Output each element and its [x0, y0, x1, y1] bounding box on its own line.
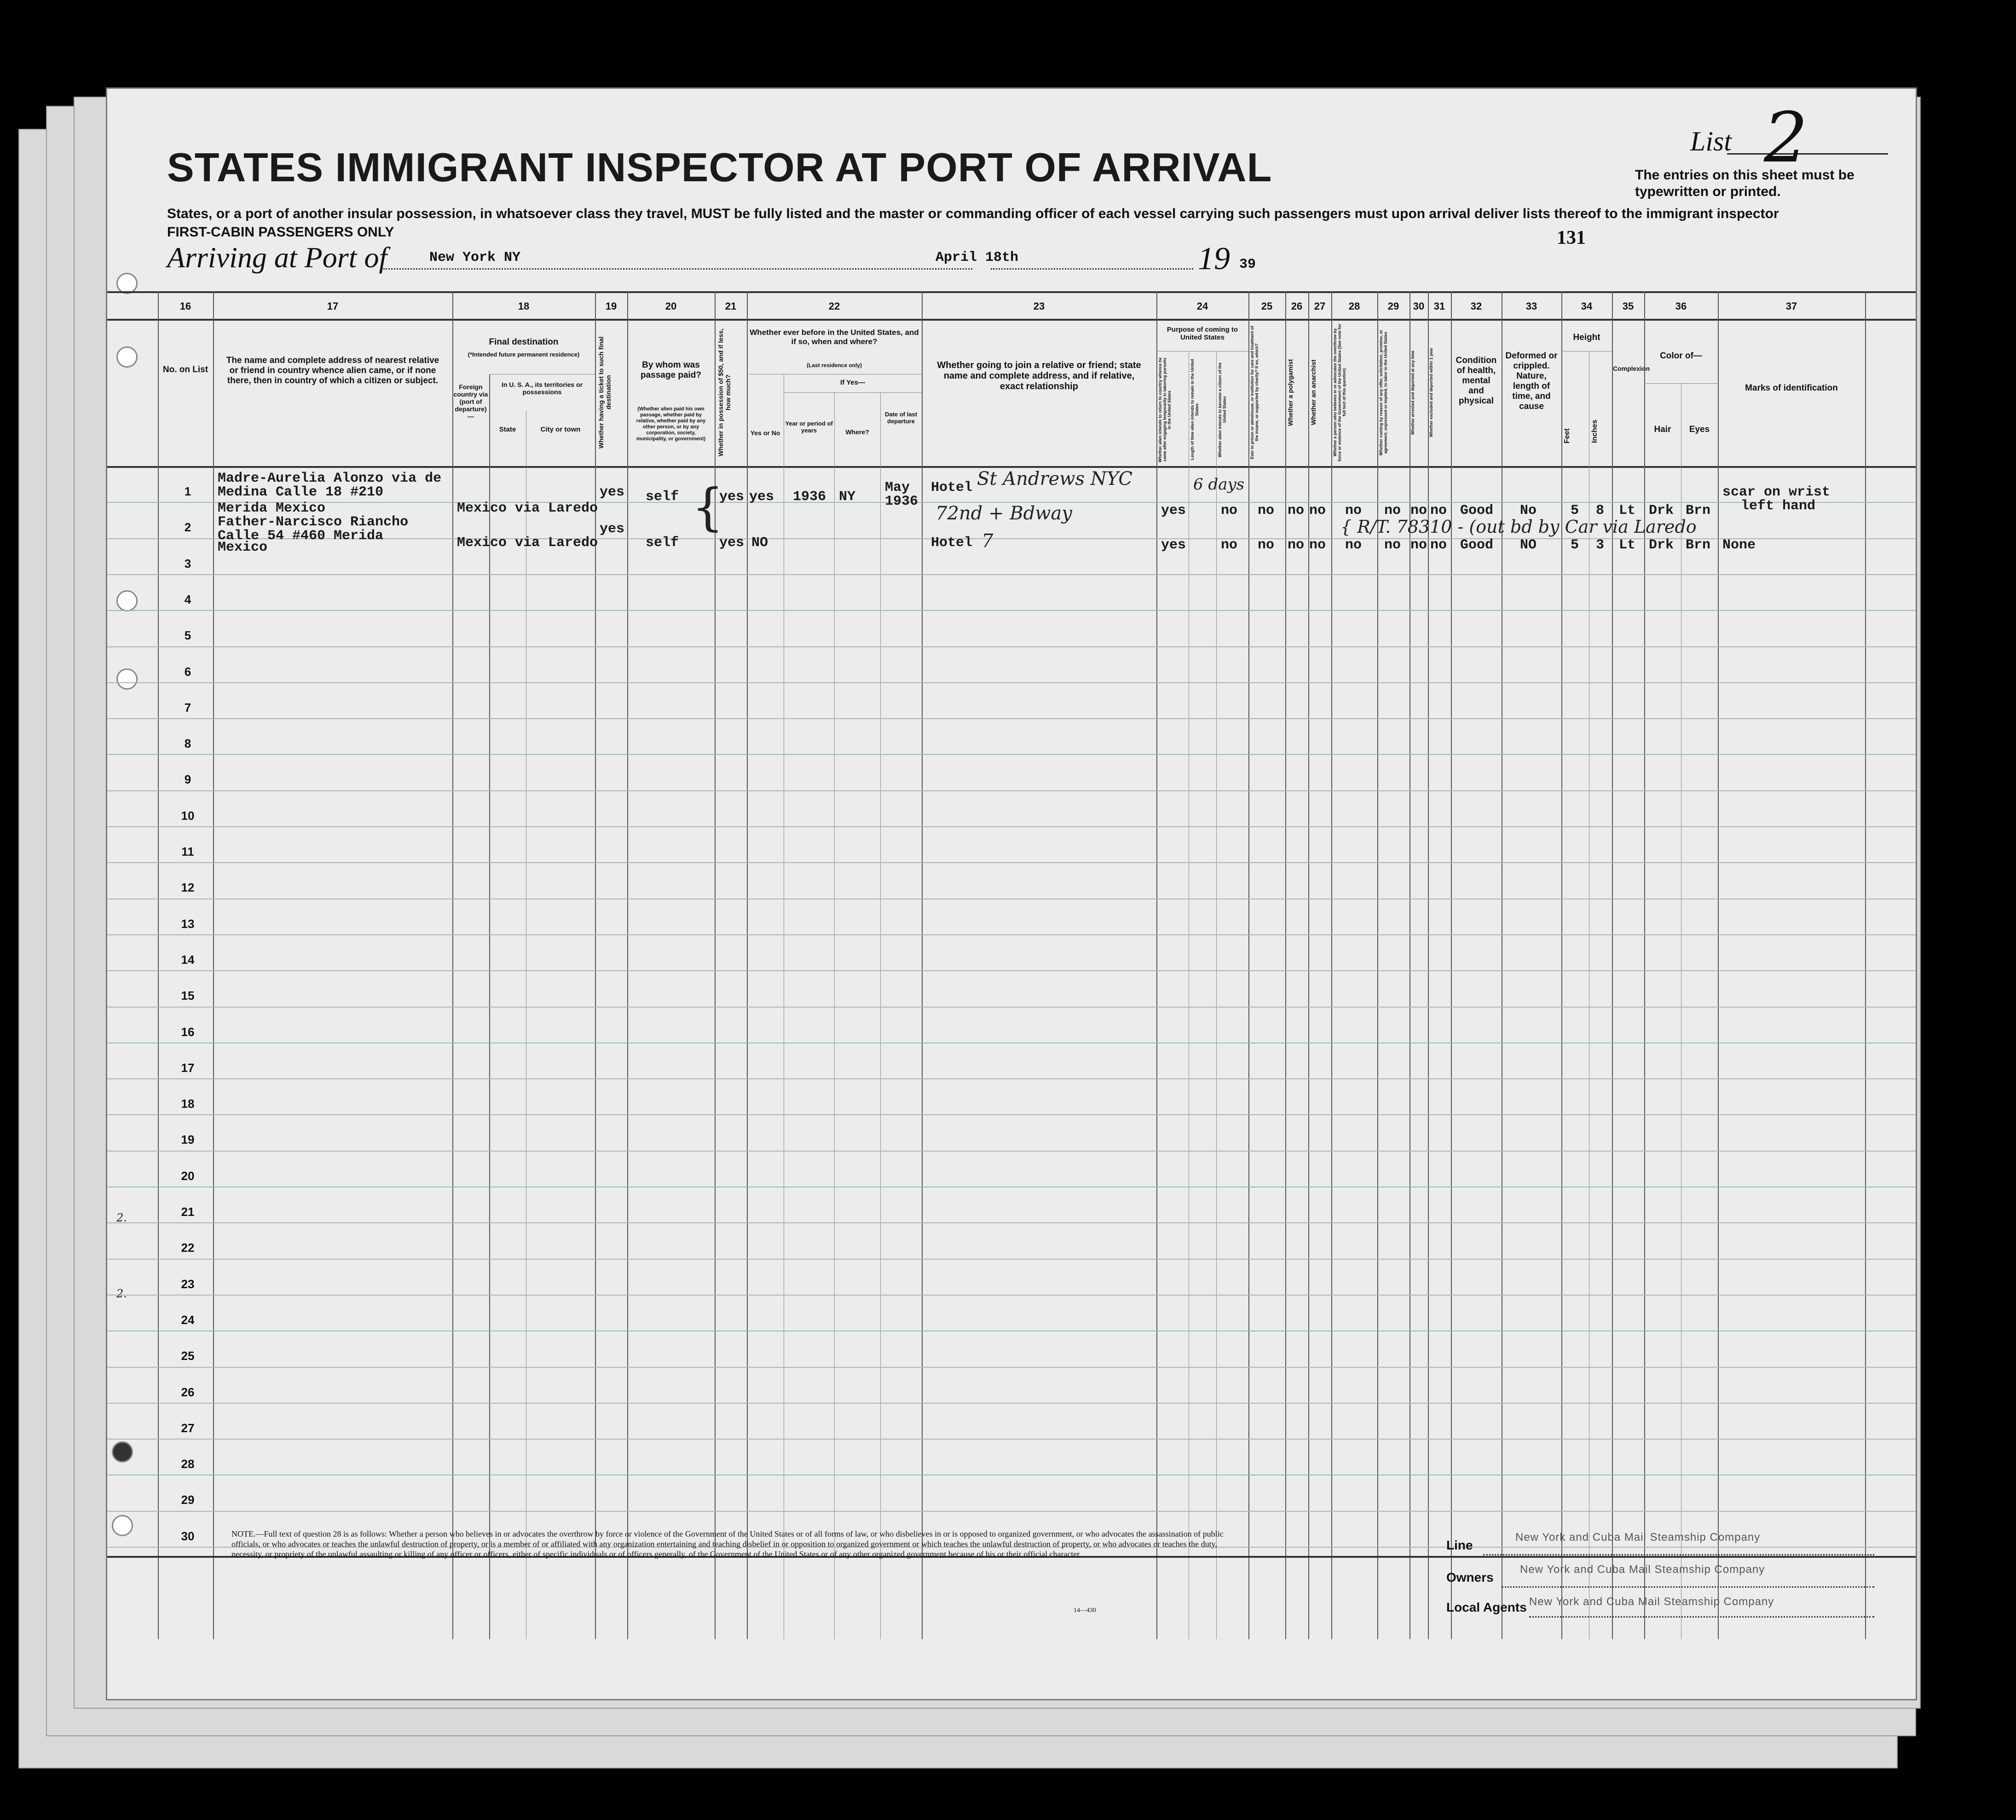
- list-label: List: [1690, 126, 1732, 156]
- row-rule: [107, 1151, 1916, 1152]
- header-color-of: Color of—: [1660, 351, 1702, 361]
- colnum: 36: [1675, 300, 1687, 312]
- row1-health: Good: [1460, 503, 1494, 518]
- row1-marks-1: scar on wrist: [1722, 484, 1831, 500]
- row1-destination: Mexico via Laredo: [457, 501, 598, 516]
- row2-destination: Mexico via Laredo: [457, 535, 598, 551]
- col-rule: [213, 291, 214, 1639]
- colnum: 21: [725, 300, 737, 312]
- row-number: 6: [184, 664, 191, 679]
- colnum: 31: [1433, 300, 1445, 312]
- header-purpose: Purpose of coming to United States: [1167, 326, 1238, 341]
- row2-deformed: NO: [1520, 537, 1537, 553]
- row-number: 21: [181, 1205, 195, 1219]
- date-value: April 18th: [936, 250, 1019, 265]
- header-purpose-c: Whether alien intends to become a citizen of the United States: [1218, 362, 1227, 457]
- header-usa: In U. S. A., its territories or possessions: [501, 381, 583, 396]
- row-rule: [107, 1078, 1916, 1079]
- class-note: FIRST-CABIN PASSENGERS ONLY: [167, 225, 394, 240]
- header-state: State: [499, 426, 516, 433]
- row-rule: [107, 1295, 1916, 1296]
- row2-purpose-a: yes: [1161, 537, 1186, 553]
- entries-note: The entries on this sheet must be typewritten or printed.: [1635, 167, 1854, 199]
- row1-eyes: Brn: [1686, 503, 1711, 518]
- row-number: 12: [181, 881, 195, 895]
- row-number: 25: [181, 1349, 195, 1363]
- header-purpose-b: Length of time alien intends to remain in the United States: [1190, 359, 1199, 461]
- row-rule: [107, 610, 1916, 611]
- row-number: 4: [184, 592, 191, 606]
- row2-inches: 3: [1596, 537, 1605, 553]
- row1-before-year: 1936: [793, 489, 826, 505]
- col-rule: [1156, 291, 1157, 1639]
- col-rule: [1451, 291, 1452, 1639]
- row-number: 19: [181, 1133, 195, 1147]
- colnum: 35: [1622, 300, 1634, 312]
- col-rule: [1718, 291, 1719, 1639]
- colnum: 17: [327, 300, 339, 312]
- header-before-in-us: Whether ever before in the United States, and if so, when and where?: [750, 328, 919, 346]
- row2-anarchist: no: [1309, 537, 1326, 553]
- row2-joining: Hotel: [931, 535, 973, 551]
- colnum: 27: [1314, 300, 1326, 312]
- row1-deformed: No: [1520, 503, 1537, 518]
- footnote: NOTE.—Full text of question 28 is as follows: Whether a person who believes in or advocates the overthrow by force or violence of the Government of the United States or of all forms of law, or who disbelieves in or is opposed to organized government, or who advocates the assassination of public officials, or who advocates or teaches the unlawful destruction of property, or is a member of or affiliated with any organization entertaining and teaching disbelief in or opposition to organized government or which teaches the unlawful destruction of property, or who advocates or teaches the duty, necessity, or propriety of the unlawful assaulting or killing of any officer or officers, either of specific individuals or of officers generally, of the Government of the United States or of any other organized government because of his or their official character.: [231, 1529, 1224, 1559]
- col-rule: [1409, 291, 1410, 1639]
- row2-paid-by: self: [646, 535, 679, 551]
- col-rule: [1377, 291, 1378, 1639]
- row-rule: [107, 718, 1916, 719]
- row1-marks-2: left hand: [1741, 498, 1816, 514]
- row-number: 23: [181, 1277, 195, 1291]
- header-city: City or town: [540, 426, 581, 433]
- colnum: 37: [1785, 300, 1797, 312]
- col-rule: [1216, 351, 1217, 1639]
- row-number: 18: [181, 1097, 195, 1111]
- row-number: 2: [184, 520, 191, 535]
- agents-rule: [1529, 1616, 1874, 1618]
- agents-label: Local Agents: [1446, 1600, 1527, 1614]
- row2-complexion: Lt: [1619, 537, 1636, 553]
- owners-value: New York and Cuba Mail Steamship Company: [1520, 1563, 1765, 1576]
- header-overthrow: Whether a person who believes in or advocates the overthrow by force or violence of the Government of the United States (See note for full text of this question): [1333, 323, 1346, 461]
- row-number: 5: [184, 628, 191, 643]
- header-polygamist: Whether a polygamist: [1287, 359, 1294, 426]
- row2-polygamist: no: [1288, 537, 1305, 553]
- row1-polygamist: no: [1288, 503, 1305, 518]
- margin-mark: 2.: [116, 1287, 127, 1300]
- row1-relative-line3: Merida Mexico: [218, 501, 326, 516]
- colnum: 34: [1581, 300, 1593, 312]
- row1-purpose-c: no: [1221, 503, 1238, 518]
- row1-complexion: Lt: [1619, 503, 1636, 518]
- row2-purpose-c: no: [1221, 537, 1238, 553]
- row1-paid-by: self: [646, 489, 679, 505]
- row1-prison: no: [1258, 503, 1275, 518]
- row-rule: [107, 1007, 1916, 1008]
- margin-mark: 2.: [116, 1211, 127, 1224]
- colnum: 26: [1291, 300, 1303, 312]
- row2-excluded: no: [1430, 537, 1447, 553]
- row1-fifty: yes: [719, 489, 745, 505]
- row-number: 16: [181, 1025, 195, 1039]
- row1-brace: {: [692, 478, 724, 536]
- manifest-page: [106, 87, 1917, 1700]
- line-rule: [1483, 1554, 1874, 1555]
- row1-anarchist: no: [1309, 503, 1326, 518]
- instruction-text: States, or a port of another insular possession, in whatsoever class they travel, MUST be fully listed and the master or commanding officer of each vessel carrying such passengers must upon arrival deliver lists thereof to the immigrant inspector: [167, 206, 1779, 221]
- row1-relative-line2: Medina Calle 18 #210: [218, 484, 384, 500]
- row2-before-yesno: NO: [751, 535, 768, 551]
- row-number: 1: [184, 484, 191, 498]
- col-rule: [1612, 291, 1613, 1639]
- colnum: 33: [1525, 300, 1537, 312]
- row-number: 22: [181, 1241, 195, 1255]
- row2-relative-line3: Mexico: [218, 540, 268, 555]
- row1-before-where: NY: [839, 489, 856, 505]
- row-rule: [107, 934, 1916, 935]
- header-health: Condition of health, mental and physical: [1456, 356, 1497, 406]
- year-suffix: 39: [1239, 257, 1256, 272]
- header-paid-by: By whom was passage paid?: [641, 360, 701, 380]
- colnum: 25: [1261, 300, 1273, 312]
- header-labor: Whether coming by reason of any offer, solicitation, promise, or agreement, expressed or implied, to labor in the United States: [1379, 329, 1388, 455]
- row-rule: [107, 1330, 1916, 1331]
- header-no-on-list: No. on List: [162, 365, 208, 374]
- row-number: 28: [181, 1457, 195, 1471]
- row1-joining-hand-2: 72nd + Bdway: [936, 503, 1072, 524]
- subheader-rule: [784, 392, 922, 393]
- header-eyes: Eyes: [1689, 425, 1710, 434]
- colnum: 29: [1387, 300, 1399, 312]
- header-fifty: Whether in possession of $50, and if less, how much?: [717, 328, 732, 456]
- header-yes-no: Yes or No: [750, 429, 780, 437]
- header-feet: Feet: [1563, 428, 1571, 444]
- row-rule: [107, 1511, 1916, 1512]
- row1-joining-hand-1: St Andrews NYC: [977, 468, 1133, 490]
- row2-hair: Drk: [1649, 537, 1674, 553]
- list-number: 2: [1764, 98, 1808, 178]
- row-number: 15: [181, 989, 195, 1003]
- row1-ticket: yes: [600, 484, 625, 500]
- agents-value: New York and Cuba Mail Steamship Company: [1529, 1595, 1774, 1608]
- header-foreign-country: Foreign country via (port of departure)—: [453, 383, 488, 420]
- row1-overthrow: no: [1345, 503, 1362, 518]
- header-relative: The name and complete address of nearest relative or friend in country whence alien came, or if none there, then in country of which a citizen or subject.: [226, 356, 439, 386]
- row2-relative-line2: Calle 54 #460 Merida: [218, 528, 384, 544]
- row2-feet: 5: [1571, 537, 1579, 553]
- header-arrested: Whether arrested and deported at any time: [1410, 350, 1415, 435]
- header-inches: Inches: [1591, 420, 1599, 443]
- row-rule: [107, 1403, 1916, 1404]
- colnum: 22: [828, 300, 840, 312]
- row-number: 26: [181, 1385, 195, 1399]
- row-number: 3: [184, 556, 191, 570]
- row1-purpose-a: yes: [1161, 503, 1186, 518]
- row1-purpose-b: 6 days: [1193, 475, 1245, 494]
- row-rule: [107, 1474, 1916, 1475]
- header-excluded: Whether excluded and deported within 1 year: [1429, 347, 1433, 438]
- col-rule: [880, 392, 881, 1639]
- form-number: 14—430: [1074, 1607, 1096, 1614]
- header-height: Height: [1573, 333, 1600, 342]
- header-purpose-a: Whether alien intends to return to country whence he came after engaging temporarily in laboring pursuits in the United States: [1158, 357, 1172, 462]
- header-final-destination-sub: (*Intended future permanent residence): [468, 351, 580, 358]
- colnum: 28: [1348, 300, 1360, 312]
- row-number: 9: [184, 772, 191, 787]
- row2-ticket: yes: [600, 521, 625, 537]
- row-rule: [107, 898, 1916, 899]
- row-number: 11: [181, 845, 194, 858]
- col-rule: [1248, 291, 1249, 1639]
- col-rule: [452, 291, 453, 1639]
- row2-fifty: yes: [719, 535, 745, 551]
- owners-label: Owners: [1446, 1570, 1494, 1584]
- row-number: 13: [181, 916, 195, 931]
- row1-departure-1: May: [885, 480, 910, 495]
- row1-arrested: no: [1410, 503, 1427, 518]
- colnum: 24: [1196, 300, 1208, 312]
- header-if-yes: If Yes—: [840, 379, 865, 386]
- row1-feet: 5: [1571, 503, 1579, 518]
- row-rule: [107, 1367, 1916, 1368]
- header-final-destination: Final destination: [489, 337, 559, 347]
- arriving-label: Arriving at Port of: [167, 241, 387, 274]
- header-year-period: Year or period of years: [785, 420, 833, 434]
- row2-relative-line1: Father-Narcisco Riancho: [218, 514, 409, 530]
- row2-annotation: { R/T. 78310 - (out bd by Car via Laredo: [1340, 517, 1697, 537]
- header-marks: Marks of identification: [1745, 383, 1838, 393]
- year-prefix: 19: [1198, 241, 1230, 276]
- header-last-departure: Date of last departure: [884, 411, 918, 425]
- row-number: 17: [181, 1060, 195, 1075]
- header-anarchist: Whether an anarchist: [1310, 359, 1317, 426]
- header-deformed: Deformed or crippled. Nature, length of time, and cause: [1505, 351, 1558, 411]
- col-rule: [1285, 291, 1286, 1639]
- header-complexion: Complexion: [1613, 365, 1650, 372]
- row-rule: [107, 1259, 1916, 1260]
- row-number: 8: [184, 737, 191, 751]
- row-rule: [107, 970, 1916, 971]
- row2-eyes: Brn: [1686, 537, 1711, 553]
- colnum: 16: [179, 300, 191, 312]
- col-rule: [922, 291, 923, 1639]
- colnum: 32: [1470, 300, 1482, 312]
- row2-health: Good: [1460, 537, 1494, 553]
- row2-joining-hand: 7: [982, 530, 994, 552]
- row2-labor: no: [1384, 537, 1401, 553]
- header-ticket: Whether having a ticket to such final destination: [597, 336, 612, 449]
- col-rule: [1865, 291, 1866, 1639]
- col-rule: [1561, 291, 1562, 1639]
- row2-prison: no: [1258, 537, 1275, 553]
- subheader-rule: [1644, 383, 1718, 384]
- row-number: 30: [181, 1529, 195, 1543]
- page-title: STATES IMMIGRANT INSPECTOR AT PORT OF ARRIVAL: [167, 144, 1272, 190]
- col-rule: [747, 291, 748, 1639]
- row-rule: [107, 574, 1916, 575]
- header-paid-by-sub: (Whether alien paid his own passage, whether paid by relative, whether paid by any other person, or by any corporation, society, municipality, or government): [636, 406, 706, 442]
- header-where: Where?: [845, 428, 869, 436]
- colnum: 30: [1413, 300, 1425, 312]
- row-number: 29: [181, 1493, 195, 1507]
- col-rule: [627, 291, 628, 1639]
- header-before-sub: (Last residence only): [806, 362, 862, 369]
- colnum: 20: [665, 300, 677, 312]
- row-number: 24: [181, 1313, 195, 1327]
- port-value: New York NY: [429, 250, 521, 265]
- row2-arrested: no: [1410, 537, 1427, 553]
- row-rule: [107, 754, 1916, 755]
- row1-excluded: no: [1430, 503, 1447, 518]
- col-rule: [1331, 291, 1332, 1639]
- row-number: 14: [181, 952, 195, 967]
- passenger-table: [107, 291, 1916, 1685]
- row1-joining: Hotel: [931, 480, 973, 495]
- col-rule: [1308, 291, 1309, 1639]
- row-rule: [107, 826, 1916, 827]
- row-rule: [107, 862, 1916, 863]
- header-hair: Hair: [1654, 425, 1671, 434]
- owners-rule: [1502, 1586, 1874, 1588]
- row-number: 7: [184, 700, 191, 714]
- header-joining: Whether going to join a relative or friend; state name and complete address, and if relative, exact relationship: [937, 360, 1141, 392]
- row1-hair: Drk: [1649, 503, 1674, 518]
- colnum: 23: [1033, 300, 1045, 312]
- row1-before-yesno: yes: [749, 489, 774, 505]
- manifest-number: 131: [1557, 227, 1586, 248]
- port-line: [383, 268, 972, 270]
- row2-marks: None: [1722, 537, 1756, 553]
- row2-overthrow: no: [1345, 537, 1362, 553]
- row-rule: [107, 1439, 1916, 1440]
- row-rule: [107, 1114, 1916, 1115]
- col-rule: [595, 291, 596, 1639]
- row1-inches: 8: [1596, 503, 1605, 518]
- row-rule: [107, 1222, 1916, 1223]
- col-rule: [834, 392, 835, 1639]
- row-rule: [107, 682, 1916, 683]
- col-rule: [1428, 291, 1429, 1639]
- row-rule: [107, 646, 1916, 647]
- line-label: Line: [1446, 1538, 1473, 1552]
- row-number: 27: [181, 1421, 195, 1435]
- line-value: New York and Cuba Mail Steamship Company: [1515, 1531, 1761, 1544]
- colnum: 18: [518, 300, 530, 312]
- row-rule: [107, 790, 1916, 791]
- row1-relative-line1: Madre-Aurelia Alonzo via de: [218, 471, 442, 486]
- row-number: 20: [181, 1169, 195, 1183]
- row-rule: [107, 1186, 1916, 1187]
- date-line: [991, 268, 1193, 270]
- header-prison: Ever in prison or almshouse, or institution for care and treatment of the insane, or supported by charity? If so, which?: [1250, 326, 1259, 459]
- colnum: 19: [605, 300, 617, 312]
- col-rule: [158, 291, 159, 1639]
- row1-departure-2: 1936: [885, 494, 918, 509]
- row-rule: [107, 1042, 1916, 1043]
- col-rule: [1644, 291, 1645, 1639]
- row-number: 10: [181, 808, 195, 823]
- row1-labor: no: [1384, 503, 1401, 518]
